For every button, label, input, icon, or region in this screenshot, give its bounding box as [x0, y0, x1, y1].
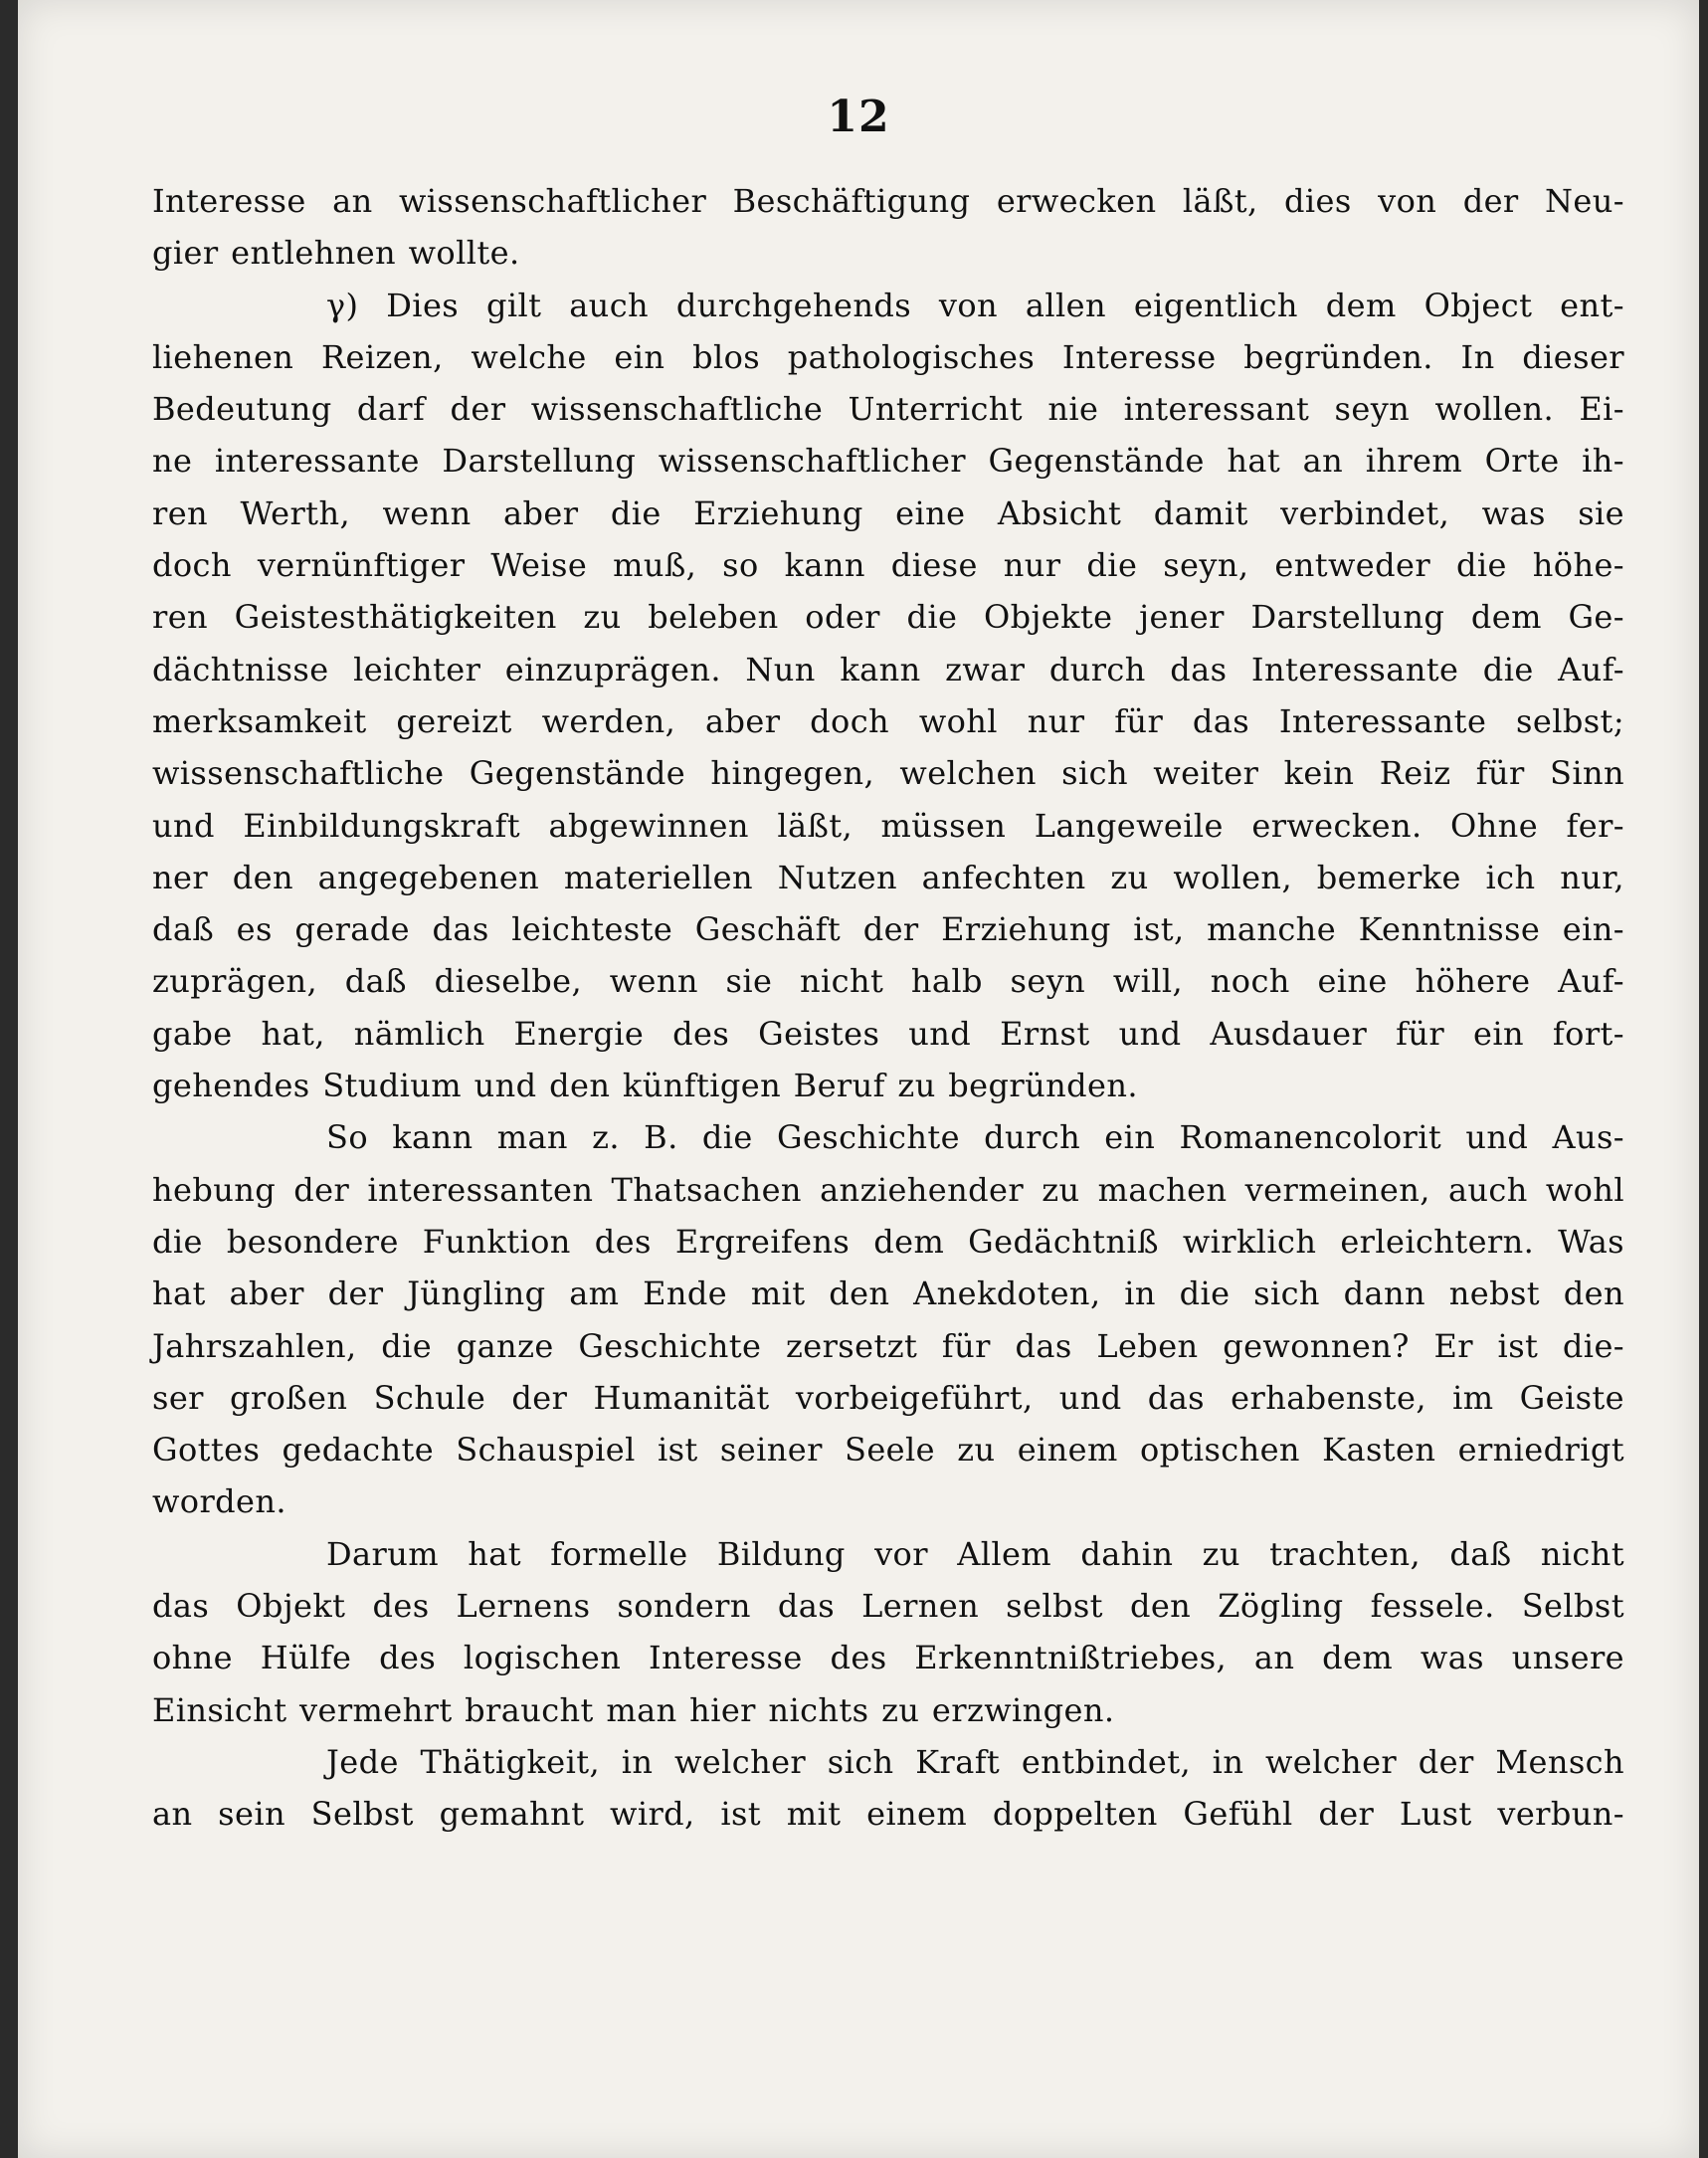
- text-line: die besondere Funktion des Ergreifens dem Gedächtniß wirklich erleichtern. Was: [152, 1222, 1624, 1261]
- text-line: das Objekt des Lernens sondern das Lernen selbst den Zögling fessele. Selbst: [152, 1587, 1624, 1626]
- text-line: daß es gerade das leichteste Geschäft der Erziehung ist, manche Kenntnisse ein-: [152, 910, 1624, 949]
- text-line: ser großen Schule der Humanität vorbeigeführt, und das erhabenste, im Geiste: [152, 1378, 1624, 1417]
- text-line: gabe hat, nämlich Energie des Geistes und Ernst und Ausdauer für ein fort-: [152, 1014, 1624, 1053]
- text-line: Jahrszahlen, die ganze Geschichte zersetzt für das Leben gewonnen? Er ist die-: [152, 1326, 1624, 1365]
- text-line: wissenschaftliche Gegenstände hingegen, welchen sich weiter kein Reiz für Sinn: [152, 754, 1624, 793]
- text-line: ner den angegebenen materiellen Nutzen anfechten zu wollen, bemerke ich nur,: [152, 858, 1624, 896]
- text-line: gier entlehnen wollte.: [152, 234, 520, 273]
- text-line: doch vernünftiger Weise muß, so kann diese nur die seyn, entweder die höhe-: [152, 546, 1624, 585]
- text-line: hebung der interessanten Thatsachen anziehender zu machen vermeinen, auch wohl: [152, 1170, 1624, 1209]
- text-line: hat aber der Jüngling am Ende mit den Anekdoten, in die sich dann nebst den: [152, 1275, 1624, 1313]
- text-line: Jede Thätigkeit, in welcher sich Kraft entbindet, in welcher der Mensch: [326, 1742, 1624, 1781]
- body-text: [152, 175, 1624, 1841]
- text-line: gehendes Studium und den künftigen Beruf zu begründen.: [152, 1067, 1138, 1105]
- text-line: Bedeutung darf der wissenschaftliche Unterricht nie interessant seyn wollen. Ei-: [152, 390, 1624, 429]
- text-line: worden.: [152, 1482, 286, 1521]
- text-line: Gottes gedachte Schauspiel ist seiner Seele zu einem optischen Kasten erniedrigt: [152, 1431, 1624, 1470]
- text-line: dächtnisse leichter einzuprägen. Nun kann zwar durch das Interessante die Auf-: [152, 650, 1624, 688]
- text-line: an sein Selbst gemahnt wird, ist mit einem doppelten Gefühl der Lust verbun-: [152, 1795, 1624, 1834]
- text-line: merksamkeit gereizt werden, aber doch wohl nur für das Interessante selbst;: [152, 701, 1624, 740]
- text-line: Einsicht vermehrt braucht man hier nichts zu erzwingen.: [152, 1690, 1115, 1729]
- text-line: Interesse an wissenschaftlicher Beschäftigung erwecken läßt, dies von der Neu-: [152, 182, 1624, 220]
- text-line: Darum hat formelle Bildung vor Allem dahin zu trachten, daß nicht: [326, 1534, 1624, 1573]
- text-line: So kann man z. B. die Geschichte durch ein Romanencolorit und Aus-: [326, 1118, 1624, 1157]
- text-line: ren Geistesthätigkeiten zu beleben oder die Objekte jener Darstellung dem Ge-: [152, 598, 1624, 637]
- text-line: liehenen Reizen, welche ein blos pathologisches Interesse begründen. In dieser: [152, 337, 1624, 376]
- text-line: zuprägen, daß dieselbe, wenn sie nicht halb seyn will, noch eine höhere Auf-: [152, 962, 1624, 1001]
- book-page: [18, 0, 1699, 2158]
- text-line: ne interessante Darstellung wissenschaftlicher Gegenstände hat an ihrem Orte ih-: [152, 442, 1624, 481]
- text-line: ohne Hülfe des logischen Interesse des Erkenntnißtriebes, an dem was unsere: [152, 1639, 1624, 1677]
- text-line: γ) Dies gilt auch durchgehends von allen eigentlich dem Object ent-: [326, 286, 1624, 324]
- text-line: und Einbildungskraft abgewinnen läßt, müssen Langeweile erwecken. Ohne fer-: [152, 806, 1624, 845]
- text-line: ren Werth, wenn aber die Erziehung eine Absicht damit verbindet, was sie: [152, 493, 1624, 532]
- page-number: 12: [827, 92, 890, 142]
